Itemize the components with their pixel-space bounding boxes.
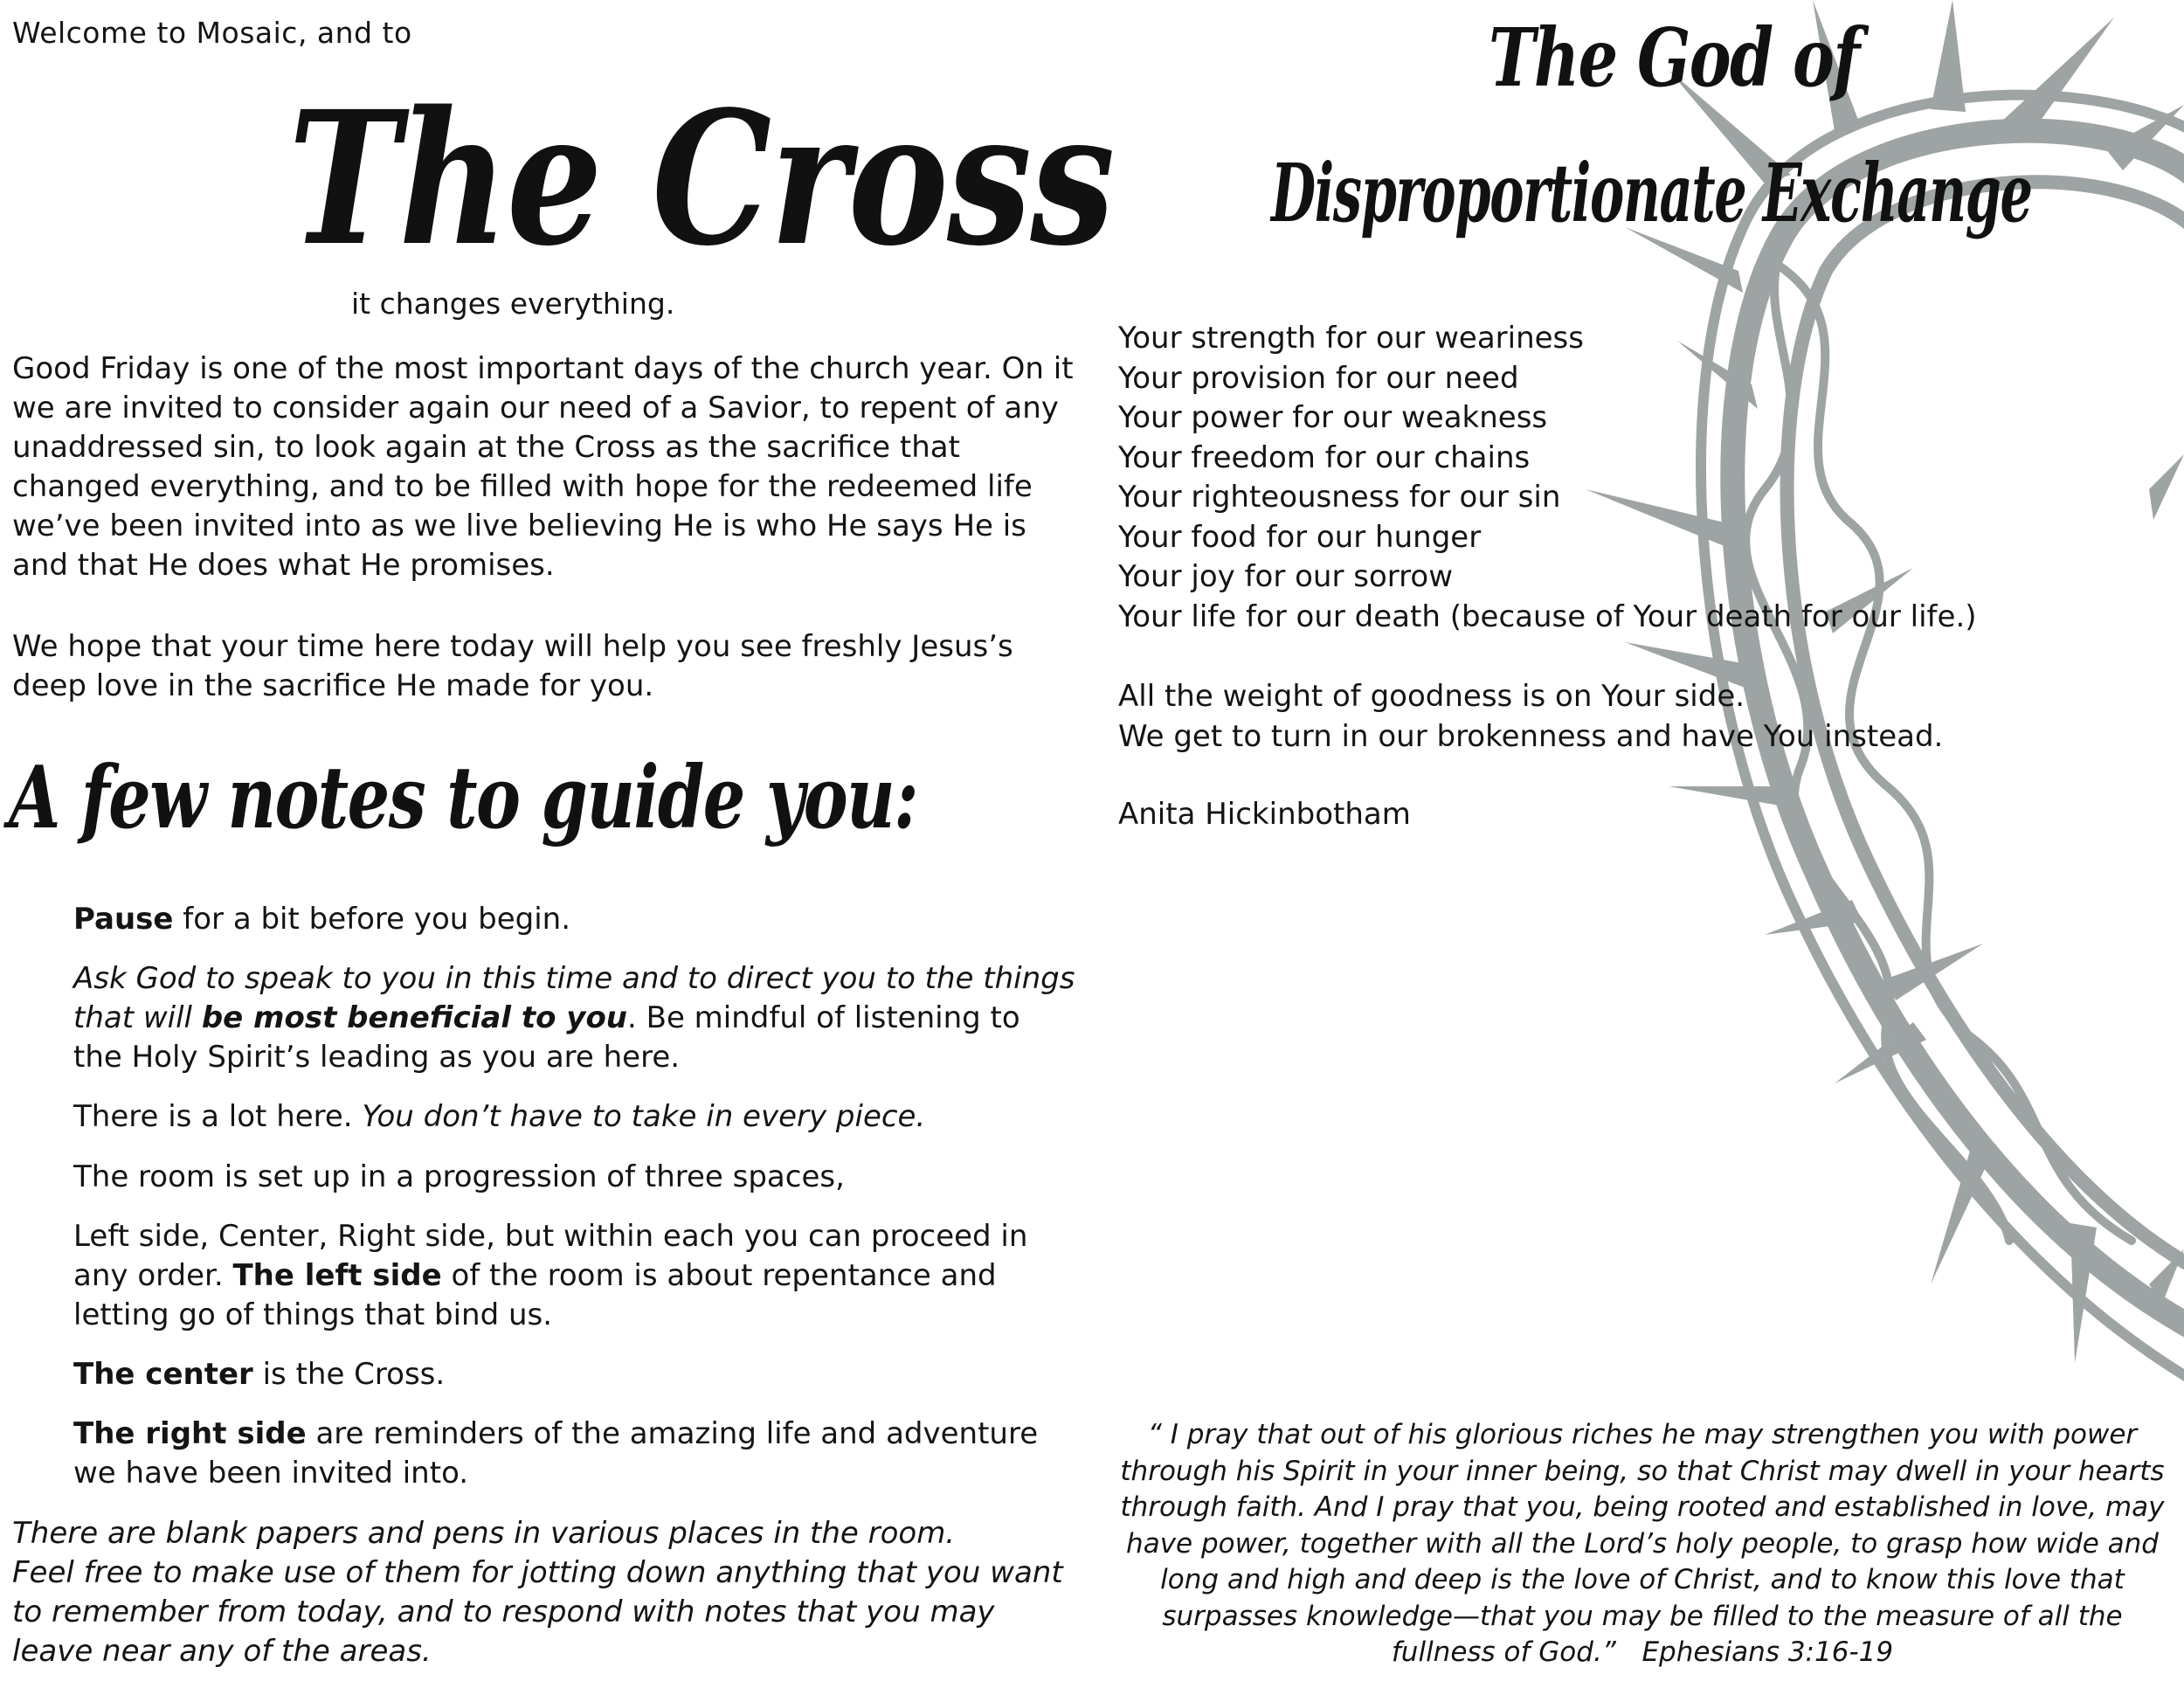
note-lot-text: There is a lot here.: [73, 1099, 363, 1134]
note-lot-here: [73, 1097, 1078, 1137]
intro-paragraph-1: Good Friday is one of the most important days of the church year. On it we are invited to consider again our need of a Savior, to repent of any unaddressed sin, to look again at the Cross as the sacrifice that changed everything, and to be filled with hope for the redeemed life we’ve been invited into as we live believing He is who He says He is and that He does what He promises.: [12, 351, 1074, 583]
poem-line: Your power for our weakness: [1118, 400, 1548, 435]
note-ask-bold-italic: be most beneficial to you: [201, 1000, 628, 1035]
poem-author: Anita Hickinbotham: [1118, 797, 1411, 832]
poem-line: Your provision for our need: [1118, 360, 1519, 396]
poem-line: We get to turn in our brokenness and have You instead.: [1118, 718, 1944, 754]
scripture-text: “ I pray that out of his glorious riches he may strengthen you with power through his Spirit in your inner being, so that Christ may dwell in your hearts through faith. And I pray that you, being rooted and established in love, may have power, together with all the Lord’s holy people, to grasp how wide and long and high and deep is the love of Christ, and to know this love that surpasses knowledge—that you may be filled to the measure of all the fullness of God.”: [1120, 1419, 2165, 1668]
note-center: [73, 1355, 1078, 1394]
intro-paragraph-2: We hope that your time here today will help you see freshly Jesus’s deep love in the sacrifice He made for you.: [12, 629, 1013, 703]
poem-line: Your righteousness for our sin: [1118, 480, 1561, 515]
scripture-reference: Ephesians 3:16-19: [1641, 1636, 1894, 1668]
poem-stanza-2: [1118, 677, 1943, 757]
poem-line: All the weight of goodness is on Your side.: [1118, 679, 1745, 714]
note-sides: [73, 1217, 1078, 1335]
note-ask-text: . Be mindful of listening to the Holy Spirit’s leading as you are here.: [73, 1000, 1020, 1075]
poem-line: Your strength for our weariness: [1118, 321, 1584, 356]
note-right-bold: The right side: [73, 1416, 307, 1451]
poem-stanza-1: [1118, 319, 2167, 637]
welcome-text: Welcome to Mosaic, and to: [12, 16, 412, 50]
right-page: [1101, 0, 2184, 1688]
note-room-setup: The room is set up in a progression of three spaces,: [73, 1159, 845, 1194]
note-left-bold: The left side: [232, 1258, 442, 1293]
note-ask-god: [73, 959, 1078, 1077]
right-title-line-1: The God of: [1489, 10, 1859, 105]
note-right: [73, 1415, 1078, 1493]
closing-note: [12, 1514, 1078, 1671]
note-lot-italic: You don’t have to take in every piece.: [362, 1099, 926, 1134]
closing-line-2: Feel free to make use of them for jotting down anything that you want to remember from today, and to respond with notes that you may leave near any of the areas.: [12, 1555, 1063, 1669]
scripture-quote: [1118, 1417, 2167, 1671]
cross-title: The Cross: [288, 71, 1114, 287]
note-right-text: are reminders of the amazing life and adventure we have been invited into.: [73, 1416, 1039, 1491]
note-sides-text: Left side, Center, Right side, but within each you can proceed in any order.: [73, 1219, 1028, 1293]
closing-line-1: There are blank papers and pens in various places in the room.: [12, 1516, 956, 1551]
poem-line: Your freedom for our chains: [1118, 439, 1531, 475]
poem-line: Your food for our hunger: [1118, 519, 1482, 555]
right-title-line-2: Disproportionate Exchange: [1271, 146, 2032, 240]
note-left-text: of the room is about repentance and letting go of things that bind us.: [73, 1258, 997, 1332]
poem-line: Your joy for our sorrow: [1118, 559, 1453, 594]
notes-heading: A few notes to guide you:: [9, 748, 917, 848]
note-center-text: is the Cross.: [252, 1357, 446, 1392]
note-pause-text: for a bit before you begin.: [173, 902, 571, 937]
note-center-bold: The center: [73, 1357, 253, 1392]
note-pause-bold: Pause: [73, 902, 174, 937]
note-ask-italic: Ask God to speak to you in this time and to direct you to the things that will: [73, 961, 1075, 1035]
tagline: it changes everything.: [351, 287, 675, 321]
note-pause: [73, 900, 1078, 939]
poem-line: Your life for our death (because of Your death for our life.): [1118, 598, 1977, 634]
